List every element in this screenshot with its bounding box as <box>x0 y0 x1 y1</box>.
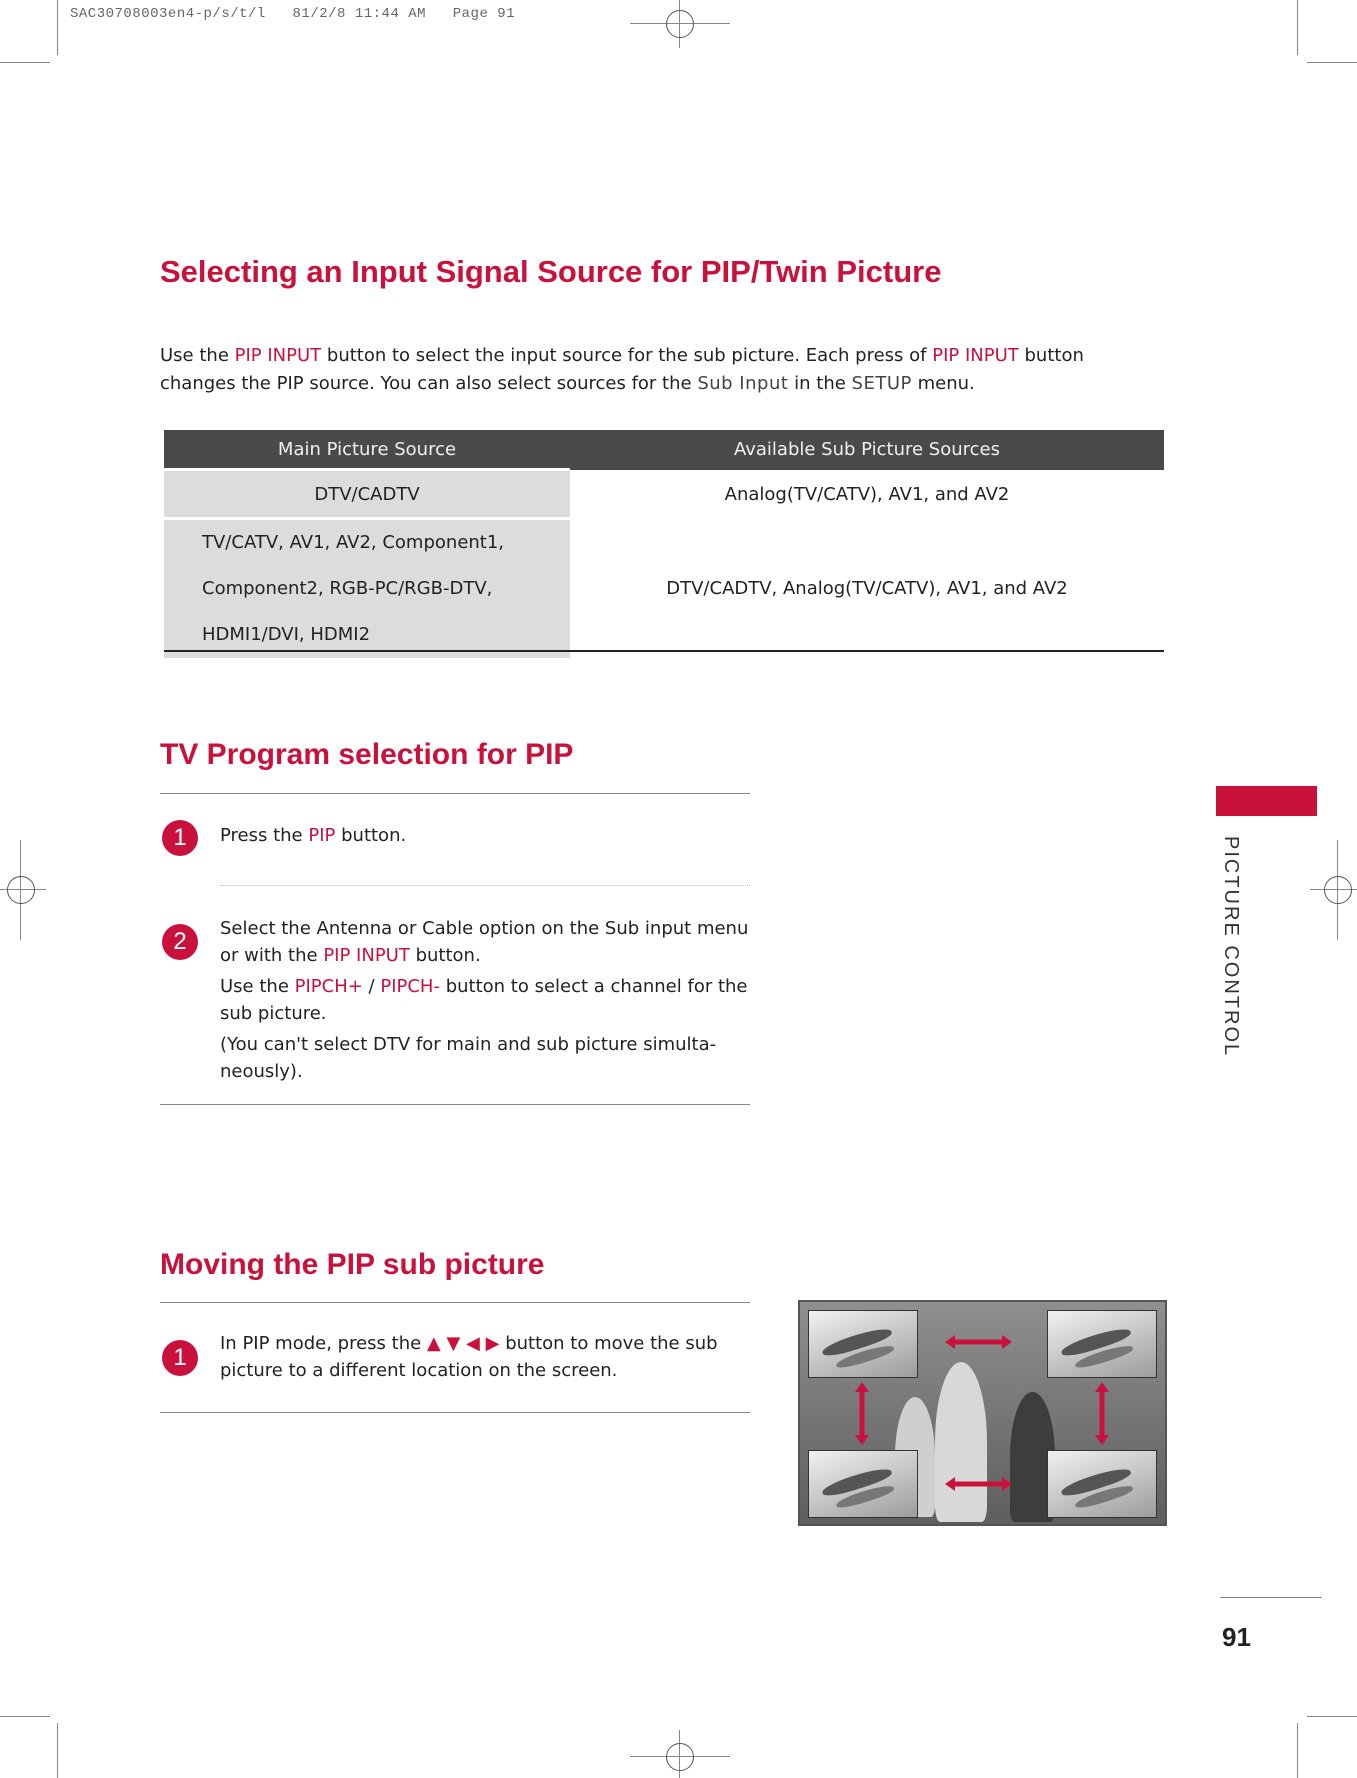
table-bottom-rule <box>164 650 1164 652</box>
crop-mark <box>1307 1716 1357 1717</box>
table-cell-main: DTV/CADTV <box>164 470 570 519</box>
step-text-part: button to select a channel for the sub picture. <box>220 976 748 1024</box>
step-line <box>220 973 750 1027</box>
step-note: (You can't select DTV for main and sub picture simulta-neously). <box>220 1034 717 1082</box>
step-number-badge: 2 <box>162 924 198 960</box>
print-slug: SAC30708003en4-p/s/t/l 81/2/8 11:44 AM Page 91 <box>70 6 516 22</box>
pipch-plus-key: PIPCH+ <box>294 976 363 997</box>
table-cell-line: TV/CATV, AV1, AV2, Component1, <box>202 532 505 553</box>
crop-mark <box>57 0 58 55</box>
table-header: Available Sub Picture Sources <box>570 430 1164 470</box>
arrow-keys: ▲ ▼ ◀ ▶ <box>426 1333 500 1354</box>
crop-mark <box>1297 0 1298 55</box>
section-rule <box>160 1412 750 1413</box>
table-cell-main <box>164 519 570 659</box>
step-text-part: button. <box>409 945 481 966</box>
crop-mark <box>0 1716 50 1717</box>
pip-input-key: PIP INPUT <box>323 945 410 966</box>
table-row <box>164 519 1164 659</box>
step-number-badge: 1 <box>162 1340 198 1376</box>
table-cell-sub: DTV/CADTV, Analog(TV/CATV), AV1, and AV2 <box>666 577 1068 599</box>
page-number-rule <box>1220 1597 1322 1598</box>
section-title-moving-pip: Moving the PIP sub picture <box>160 1248 545 1281</box>
crop-mark <box>0 62 50 63</box>
pip-key: PIP <box>308 825 336 846</box>
crop-mark <box>1307 62 1357 63</box>
sub-input-menu-name: Sub Input <box>697 373 789 394</box>
intro-text: Use the <box>160 345 235 366</box>
section-rule <box>160 1104 750 1105</box>
step-text-part: / <box>362 976 381 997</box>
table-header-row <box>164 430 1164 470</box>
table-cell-sub: Analog(TV/CATV), AV1, and AV2 <box>724 483 1010 505</box>
step-divider <box>220 885 750 886</box>
table-header: Main Picture Source <box>164 430 570 470</box>
chapter-tab-label <box>1218 836 1242 1066</box>
table-cell-line: HDMI1/DVI, HDMI2 <box>202 624 371 645</box>
intro-text: menu. <box>911 373 975 394</box>
crop-mark <box>1297 1723 1298 1778</box>
input-source-table <box>164 430 1164 658</box>
step-text-part: In PIP mode, press the <box>220 1333 427 1354</box>
move-arrows-icon <box>800 1302 1165 1524</box>
step-number-badge: 1 <box>162 820 198 856</box>
section-title-input-source: Selecting an Input Signal Source for PIP/Twin Picture <box>160 254 942 289</box>
intro-text: button to select the input source for the sub picture. Each press of <box>321 345 933 366</box>
setup-menu-name: SETUP <box>851 373 912 394</box>
step-text <box>220 915 750 1085</box>
step-text-part: Select the Antenna or Cable option on the Sub input menu or with the <box>220 918 749 966</box>
step-text-part: Press the <box>220 825 309 846</box>
section-rule <box>160 793 750 794</box>
page-number: 91 <box>1222 1622 1251 1652</box>
table-row <box>164 470 1164 519</box>
step-text-part: button. <box>335 825 407 846</box>
step-text-part: Use the <box>220 976 295 997</box>
section-title-tv-program: TV Program selection for PIP <box>160 738 574 771</box>
intro-text: in the <box>788 373 852 394</box>
pip-input-key: PIP INPUT <box>234 345 322 366</box>
pip-input-key: PIP INPUT <box>932 345 1019 366</box>
chapter-tab-text: PICTURE CONTROL <box>1220 836 1242 1058</box>
chapter-tab-bar <box>1216 786 1317 816</box>
table-cell-line: Component2, RGB-PC/RGB-DTV, <box>202 578 493 599</box>
step-line <box>220 915 750 969</box>
crop-mark <box>57 1723 58 1778</box>
step-text <box>220 822 750 849</box>
section-rule <box>160 1302 750 1303</box>
intro-text: button changes the PIP source. You can also select sources for the <box>160 345 1084 394</box>
step-text-part: button to move the sub picture to a different location on the screen. <box>220 1333 718 1381</box>
step-text <box>220 1330 750 1384</box>
intro-paragraph <box>160 342 1120 398</box>
pip-position-illustration <box>798 1300 1167 1526</box>
pipch-minus-key: PIPCH- <box>380 976 440 997</box>
